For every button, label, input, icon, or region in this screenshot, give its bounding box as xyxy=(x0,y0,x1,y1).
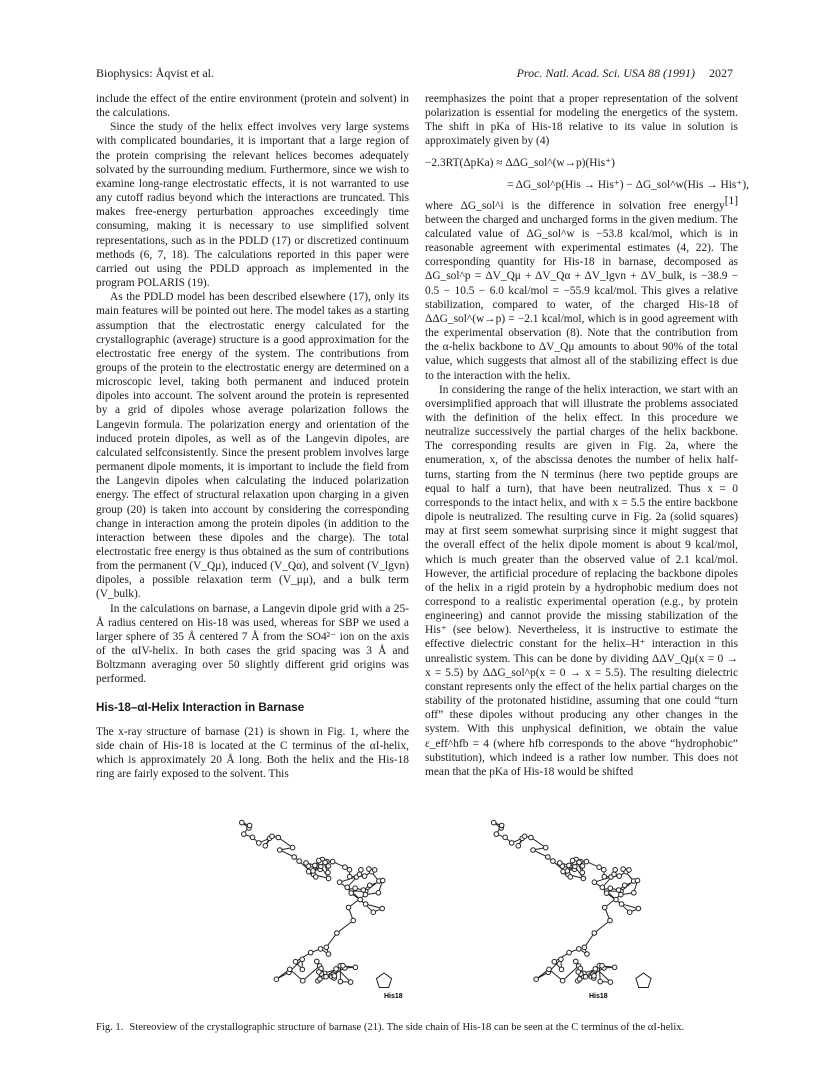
alpha-carbon-atom xyxy=(612,872,617,877)
running-head-authors: Biophysics: Åqvist et al. xyxy=(96,66,214,80)
alpha-carbon-atom xyxy=(560,978,565,983)
alpha-carbon-atom xyxy=(372,868,377,873)
alpha-carbon-atom xyxy=(619,892,624,897)
running-head-journal xyxy=(517,66,733,81)
alpha-carbon-atom xyxy=(362,874,367,879)
alpha-carbon-atom xyxy=(577,947,582,952)
alpha-carbon-atom xyxy=(616,888,621,893)
alpha-carbon-atom xyxy=(270,834,275,839)
stereoview-figure xyxy=(196,785,756,1015)
alpha-carbon-atom xyxy=(617,874,622,879)
alpha-carbon-atom xyxy=(558,861,563,866)
alpha-carbon-atom xyxy=(345,885,350,890)
alpha-carbon-atom xyxy=(348,980,353,985)
alpha-carbon-atom xyxy=(276,835,281,840)
journal-citation: Proc. Natl. Acad. Sci. USA 88 (1991) xyxy=(516,66,695,80)
alpha-carbon-atom xyxy=(602,874,607,879)
alpha-carbon-atom xyxy=(608,886,613,891)
equation-line xyxy=(425,177,749,207)
alpha-carbon-atom xyxy=(367,883,372,888)
alpha-carbon-atom xyxy=(292,855,297,860)
section-heading: His-18–αI-Helix Interaction in Barnase xyxy=(96,700,305,714)
alpha-carbon-atom xyxy=(619,902,624,907)
alpha-carbon-atom xyxy=(592,974,597,979)
alpha-carbon-atom xyxy=(580,870,585,875)
alpha-carbon-atom xyxy=(573,959,578,964)
alpha-carbon-atom xyxy=(300,957,305,962)
structure-right-view xyxy=(491,820,651,987)
alpha-carbon-atom xyxy=(576,970,581,975)
structure-left-view xyxy=(240,820,392,987)
alpha-carbon-atom xyxy=(592,931,597,936)
alpha-carbon-atom xyxy=(304,861,309,866)
paragraph: Since the study of the helix effect involves very large systems with complicated boundaries, it is important that a large region of the protein comprising the relevant helices becomes adequately solvated by the surrounding medium. Furthermore, since we wish to examine long-range electrostatic effects, it is not warranted to use any cutoff radius beyond which the interactions are truncated. This makes free-energy perturbation approaches exceedingly time consuming, making it is necessary to use simplified solvent representations, such as in the PDLD (17) or discretized continuum methods (6, 7, 18). The calculations reported in this paper were carried out using the PDLD approach as implemented in the program POLARIS (19). xyxy=(96,121,409,290)
alpha-carbon-atom xyxy=(359,868,364,873)
alpha-carbon-atom xyxy=(598,979,603,984)
running-head xyxy=(96,66,733,82)
alpha-carbon-atom xyxy=(274,977,279,982)
alpha-carbon-atom xyxy=(361,888,366,893)
alpha-carbon-atom xyxy=(337,880,342,885)
alpha-carbon-atom xyxy=(567,950,572,955)
equation-1 xyxy=(425,155,749,207)
alpha-carbon-atom xyxy=(608,980,613,985)
right-column xyxy=(425,92,749,779)
paragraph: In the calculations on barnase, a Langevin dipole grid with a 25-Å radius centered on His-18 was used, whereas for SBP we used a larger sphere of 35 Å centered 7 Å from the SO4²⁻ ion on the axis of the αIV-helix. In both cases the grid spacing was 3 Å and Boltzmann averaging over 50 slightly different grid origins was performed. xyxy=(96,602,409,686)
alpha-carbon-atom xyxy=(297,859,302,864)
alpha-carbon-atom xyxy=(592,880,597,885)
equation-line: −2.3RT(ΔpKa) ≈ ΔΔG_sol^(w→p)(His⁺) xyxy=(425,156,615,169)
alpha-carbon-atom xyxy=(600,885,605,890)
alpha-carbon-atom xyxy=(380,906,385,911)
alpha-carbon-atom xyxy=(338,979,343,984)
alpha-carbon-atom xyxy=(242,832,247,837)
alpha-carbon-atom xyxy=(531,848,536,853)
alpha-carbon-atom xyxy=(613,868,618,873)
alpha-carbon-atom xyxy=(301,978,306,983)
paragraph: In considering the range of the helix interaction, we start with an oversimplified approach that will illustrate the problems associated with the definition of the helix effect. In this procedure we neutralize successively the partial charges of the helix backbone. The corresponding results are given in Fig. 2a, where the enumeration, x, of the abscissa denotes the number of helix half-turns, starting from the N terminus (here two peptide groups are equal to half a turn), that have been neutralized. Thus x = 0 corresponds to the intact helix, and with x = 5.5 the entire backbone dipole is neutralized. The resulting curve in Fig. 2a (solid squares) may at first seem somewhat surprising since it might suggest that the overall effect of the helix dipole moment is about 9 kcal/mol, which is much greater than the observed value of 2.1 kcal/mol. However, the artificial procedure of replacing the backbone dipoles of the helix in a rigid protein by a hydrophobic medium does not correspond to a realistic experimental operation (e.g., by protein engineering) and cannot provide the missing stabilization of the His⁺ (see below). Nevertheless, it is instructive to estimate the effective dielectric constant for the helix–H⁺ interaction in this unrealistic system. This can be done by dividing ΔΔV_Qμ(x = 0 → x = 5.5) by ΔΔG_sol^p(x = 0 → x = 5.5). The resulting dielectric constant represents only the effect of the helix partial charges on the stability of the protonated histidine, assuming that one could “turn off” these dipoles without producing any other changes in the system. With this unphysical definition, we obtain the value ε_eff^hfb = 4 (where hfb corresponds to the above “hydrophobic” substitution), which indeed is a rather low number. This does not mean that the pKa of His-18 would be shifted xyxy=(425,383,738,778)
alpha-carbon-atom xyxy=(499,823,504,828)
alpha-carbon-atom xyxy=(602,905,607,910)
backbone-trace xyxy=(494,823,639,983)
alpha-carbon-atom xyxy=(257,841,262,846)
his18-label-left: His18 xyxy=(384,993,403,1000)
alpha-carbon-atom xyxy=(247,823,252,828)
alpha-carbon-atom xyxy=(263,844,268,849)
alpha-carbon-atom xyxy=(323,860,328,865)
alpha-carbon-atom xyxy=(604,891,609,896)
alpha-carbon-atom xyxy=(577,860,582,865)
alpha-carbon-atom xyxy=(509,841,514,846)
alpha-carbon-atom xyxy=(636,906,641,911)
alpha-carbon-atom xyxy=(627,868,632,873)
alpha-carbon-atom xyxy=(608,918,613,923)
barnase-stereo-structure xyxy=(196,785,756,1015)
alpha-carbon-atom xyxy=(330,859,335,864)
alpha-carbon-atom xyxy=(635,878,640,883)
alpha-carbon-atom xyxy=(358,897,363,902)
alpha-carbon-atom xyxy=(363,902,368,907)
alpha-carbon-atom xyxy=(622,883,627,888)
his18-ring xyxy=(636,973,651,988)
alpha-carbon-atom xyxy=(380,878,385,883)
alpha-carbon-atom xyxy=(516,844,521,849)
paragraph: where ΔG_sol^i is the difference in solvation free energy between the charged and uncharged forms in the given medium. The calculated value of ΔG_sol^w is −53.8 kcal/mol, which is in reasonable agreement with experimental estimates (4, 22). The corresponding quantity for His-18 in barnase, decomposed as ΔG_sol^p = ΔV_Qμ + ΔV_Qα + ΔV_lgvn + ΔV_bulk, is −38.9 − 0.5 − 10.5 − 6.0 kcal/mol = −55.9 kcal/mol. This gives a relative stabilization, compared to water, of the charged His-18 of ΔΔG_sol^(w→p) = −2.1 kcal/mol, which is in good agreement with the experimental observation (8). Note that the contribution from the α-helix backbone to ΔV_Qμ amounts to about 90% of the total value, which suggests that almost all of the stabilizing effect is due to the interaction with the helix. xyxy=(425,199,738,382)
alpha-carbon-atom xyxy=(317,970,322,975)
alpha-carbon-atom xyxy=(315,959,320,964)
alpha-carbon-atom xyxy=(335,931,340,936)
page-number: 2027 xyxy=(709,66,733,80)
his18-label-right: His18 xyxy=(589,993,608,1000)
alpha-carbon-atom xyxy=(614,897,619,902)
caption-label: Fig. 1. xyxy=(96,1022,124,1033)
alpha-carbon-atom xyxy=(324,974,329,979)
alpha-carbon-atom xyxy=(357,872,362,877)
alpha-carbon-atom xyxy=(570,858,575,863)
alpha-carbon-atom xyxy=(278,848,283,853)
alpha-carbon-atom xyxy=(300,967,305,972)
alpha-carbon-atom xyxy=(376,891,381,896)
alpha-carbon-atom xyxy=(491,820,496,825)
alpha-carbon-atom xyxy=(334,967,339,972)
alpha-carbon-atom xyxy=(363,892,368,897)
alpha-carbon-atom xyxy=(343,865,348,870)
alpha-carbon-atom xyxy=(353,886,358,891)
alpha-carbon-atom xyxy=(602,867,607,872)
alpha-carbon-atom xyxy=(522,834,527,839)
alpha-carbon-atom xyxy=(632,891,637,896)
alpha-carbon-atom xyxy=(627,910,632,915)
alpha-carbon-atom xyxy=(582,945,587,950)
alpha-carbon-atom xyxy=(240,820,245,825)
equation-number: [1] xyxy=(724,194,738,207)
alpha-carbon-atom xyxy=(534,977,539,982)
alpha-carbon-atom xyxy=(583,974,588,979)
figure-caption xyxy=(96,1021,776,1034)
alpha-carbon-atom xyxy=(347,867,352,872)
alpha-carbon-atom xyxy=(250,835,255,840)
alpha-carbon-atom xyxy=(551,859,556,864)
alpha-carbon-atom xyxy=(612,965,617,970)
alpha-carbon-atom xyxy=(546,855,551,860)
alpha-carbon-atom xyxy=(552,959,557,964)
alpha-carbon-atom xyxy=(371,910,376,915)
paragraph: As the PDLD model has been described elsewhere (17), only its main features will be pointed out here. The model takes as a starting assumption that the electrostatic energy calculated for the crystallographic (average) structure is a good approximation for the electrostatic free energy of the system. The contributions from groups of the protein to the electrostatic energy are determined on a microscopic level, taking both permanent and induced protein dipoles into account. The solvent around the protein is represented by a grid of dipoles whose average polarization follows the Langevin formula. The polarization energy and orientation of the induced protein dipoles, as well as of the Langevin dipoles, are calculated selfconsistently. Since the present problem involves large permanent dipole moments, it is important to include the field from the Langevin dipoles when calculating the induced polarization energy. The effect of structural relaxation upon charging in a given group (20) is taken into account by considering the corresponding change in interaction among the protein dipoles (in addition to the interaction between these dipoles and the charge). The total electrostatic free energy is thus obtained as the sum of contributions from the permanent (V_Qμ), induced (V_Qα), and solvent (V_lgvn) dipoles, a possible relaxation term (V_μμ), and a bulk term (V_bulk). xyxy=(96,291,409,601)
alpha-carbon-atom xyxy=(567,863,572,868)
alpha-carbon-atom xyxy=(581,876,586,881)
paragraph: reemphasizes the point that a proper representation of the solvent polarization is essential for modeling the energetics of the system. The shift in pKa of His-18 relative to its value in solution is approximately given by (4) xyxy=(425,93,738,148)
alpha-carbon-atom xyxy=(326,876,331,881)
alpha-carbon-atom xyxy=(346,905,351,910)
alpha-carbon-atom xyxy=(313,863,318,868)
alpha-carbon-atom xyxy=(559,957,564,962)
alpha-carbon-atom xyxy=(568,875,573,880)
alpha-carbon-atom xyxy=(529,835,534,840)
alpha-carbon-atom xyxy=(317,858,322,863)
alpha-carbon-atom xyxy=(341,963,346,968)
caption-text: Stereoview of the crystallographic structure of barnase (21). The side chain of His-18 can be seen at the C terminus of the αI-helix. xyxy=(129,1022,685,1033)
alpha-carbon-atom xyxy=(308,950,313,955)
alpha-carbon-atom xyxy=(621,867,626,872)
alpha-carbon-atom xyxy=(584,859,589,864)
alpha-carbon-atom xyxy=(600,963,605,968)
left-column xyxy=(96,92,409,781)
alpha-carbon-atom xyxy=(543,845,548,850)
alpha-carbon-atom xyxy=(318,947,323,952)
alpha-carbon-atom xyxy=(290,845,295,850)
alpha-carbon-atom xyxy=(311,869,316,874)
alpha-carbon-atom xyxy=(353,965,358,970)
alpha-carbon-atom xyxy=(313,875,318,880)
alpha-carbon-atom xyxy=(494,832,499,837)
alpha-carbon-atom xyxy=(288,967,293,972)
alpha-carbon-atom xyxy=(547,967,552,972)
paragraph: The x-ray structure of barnase (21) is shown in Fig. 1, where the side chain of His-18 is located at the C terminus of the αI-helix, which is approximately 20 Å long. Both the helix and the His-18 ring are fairly exposed to the solvent. This xyxy=(96,725,409,781)
his18-ring xyxy=(376,973,391,988)
alpha-carbon-atom xyxy=(349,891,354,896)
alpha-carbon-atom xyxy=(585,952,590,957)
alpha-carbon-atom xyxy=(293,959,298,964)
alpha-carbon-atom xyxy=(332,974,337,979)
alpha-carbon-atom xyxy=(326,952,331,957)
alpha-carbon-atom xyxy=(367,867,372,872)
alpha-carbon-atom xyxy=(503,835,508,840)
alpha-carbon-atom xyxy=(326,870,331,875)
alpha-carbon-atom xyxy=(351,918,356,923)
alpha-carbon-atom xyxy=(593,967,598,972)
alpha-carbon-atom xyxy=(565,869,570,874)
paragraph: include the effect of the entire environment (protein and solvent) in the calculations. xyxy=(96,93,409,120)
alpha-carbon-atom xyxy=(597,865,602,870)
alpha-carbon-atom xyxy=(559,967,564,972)
equation-rhs: = ΔG_sol^p(His → His⁺) − ΔG_sol^w(His → His⁺), xyxy=(507,178,749,191)
alpha-carbon-atom xyxy=(324,945,329,950)
alpha-carbon-atom xyxy=(347,874,352,879)
